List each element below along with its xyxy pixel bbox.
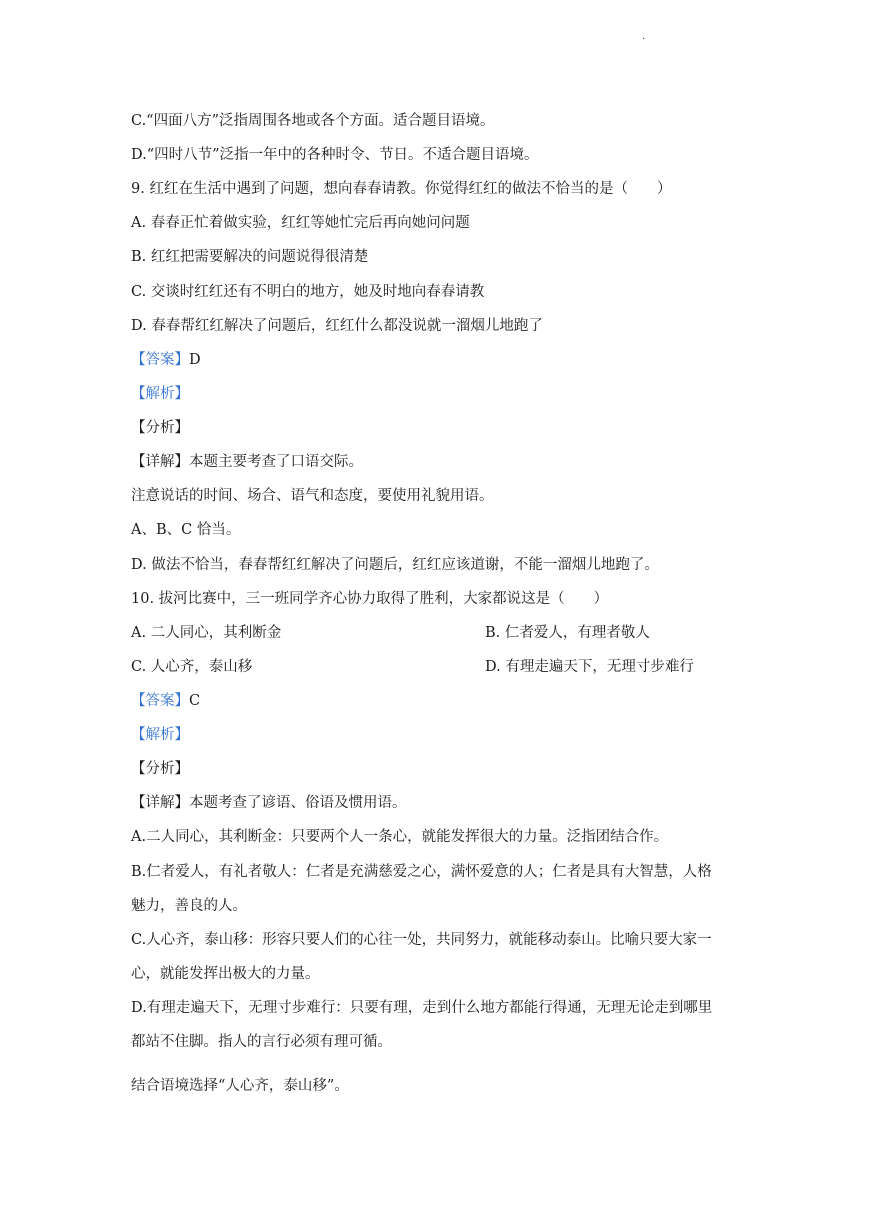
jiexi-9-tag: 【解析】 (131, 386, 189, 402)
explanation-10-line-8: 结合语境选择“人心齐，泰山移”。 (131, 1078, 349, 1094)
question-10-option-c: C. 人心齐，泰山移 (131, 659, 253, 675)
question-9-option-d: D. 春春帮红红解决了问题后，红红什么都没说就一溜烟儿地跑了 (131, 318, 543, 334)
answer-value: D (189, 352, 201, 368)
answer-9 (131, 353, 201, 368)
explanation-10-line-7: 都站不住脚。指人的言行必须有理可循。 (131, 1034, 392, 1050)
xiangjie-tag: 【详解】 (131, 454, 189, 470)
option-d-explanation: D.“四时八节”泛指一年中的各种时令、节日。不适合题目语境。 (131, 147, 539, 163)
question-9-option-c: C. 交谈时红红还有不明白的地方，她及时地向春春请教 (131, 284, 485, 300)
question-10-option-d: D. 有理走遍天下，无理寸步难行 (485, 659, 694, 675)
xiangjie-tag: 【详解】 (131, 795, 189, 811)
question-10: 10. 拔河比赛中，三一班同学齐心协力取得了胜利，大家都说这是（ ） (131, 591, 609, 607)
fenxi-9-tag: 【分析】 (131, 420, 189, 436)
explanation-10-line-5: 心，就能发挥出极大的力量。 (131, 966, 320, 982)
explanation-10-line-6: D.有理走遍天下，无理寸步难行：只要有理，走到什么地方都能行得通，无理无论走到哪里 (131, 1000, 713, 1016)
question-9-option-a: A. 春春正忙着做实验，红红等她忙完后再向她问问题 (131, 215, 470, 231)
answer-value: C (189, 693, 201, 709)
explanation-9-line-3: D. 做法不恰当，春春帮红红解决了问题后，红红应该道谢，不能一溜烟儿地跑了。 (131, 557, 659, 573)
explanation-9-line-2: A、B、C 恰当。 (131, 522, 241, 538)
question-9-option-b: B. 红红把需要解决的问题说得很清楚 (131, 249, 369, 265)
question-9: 9. 红红在生活中遇到了问题，想向春春请教。你觉得红红的做法不恰当的是（ ） (131, 181, 672, 197)
option-c-explanation: C.“四面八方”泛指周围各地或各个方面。适合题目语境。 (131, 113, 495, 129)
answer-tag: 【答案】 (131, 352, 189, 368)
answer-10 (131, 694, 200, 709)
explanation-10-line-1: A.二人同心，其利断金：只要两个人一条心，就能发挥很大的力量。泛指团结合作。 (131, 829, 669, 845)
question-10-option-a: A. 二人同心，其利断金 (131, 625, 282, 641)
jiexi-10-tag: 【解析】 (131, 727, 189, 743)
xiangjie-text: 本题主要考查了口语交际。 (189, 454, 363, 470)
xiangjie-9 (131, 455, 363, 470)
explanation-10-line-3: 魅力，善良的人。 (131, 898, 247, 914)
xiangjie-text: 本题考查了谚语、俗语及惯用语。 (189, 795, 407, 811)
fenxi-10-tag: 【分析】 (131, 761, 189, 777)
answer-tag: 【答案】 (131, 693, 189, 709)
page-dot-mark: · (642, 34, 646, 45)
explanation-10-line-2: B.仁者爱人，有礼者敬人：仁者是充满慈爱之心，满怀爱意的人；仁者是具有大智慧，人格 (131, 864, 712, 880)
question-10-option-b: B. 仁者爱人，有理者敬人 (485, 625, 650, 641)
explanation-9-line-1: 注意说话的时间、场合、语气和态度，要使用礼貌用语。 (131, 488, 494, 504)
xiangjie-10 (131, 796, 407, 811)
explanation-10-line-4: C.人心齐，泰山移：形容只要人们的心往一处，共同努力，就能移动泰山。比喻只要大家一 (131, 932, 712, 948)
